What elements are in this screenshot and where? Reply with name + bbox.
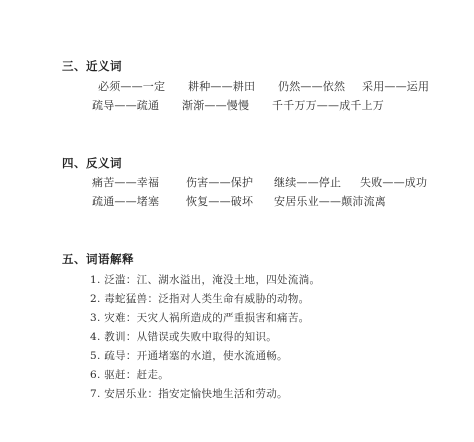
synonym-pair: 采用——运用 bbox=[362, 80, 430, 93]
antonym-pair: 伤害——保护 bbox=[186, 176, 254, 189]
antonym-pair: 失败——成功 bbox=[360, 176, 428, 189]
definition-item: 1. 泛滥：江、湖水溢出，淹没土地，四处流淌。 bbox=[90, 274, 321, 286]
antonym-pair: 恢复——破坏 bbox=[186, 195, 254, 208]
definition-item: 3. 灾难：天灾人祸所造成的严重损害和痛苦。 bbox=[90, 312, 310, 324]
definition-item: 2. 毒蛇猛兽：泛指对人类生命有威胁的动物。 bbox=[90, 293, 310, 305]
synonym-pair: 耕种——耕田 bbox=[188, 80, 256, 93]
antonym-pair: 继续——停止 bbox=[274, 176, 342, 189]
section-heading-synonyms: 三、近义词 bbox=[62, 59, 122, 73]
section-heading-word-explanations: 五、词语解释 bbox=[62, 252, 134, 266]
antonym-pair: 疏通——堵塞 bbox=[92, 195, 160, 208]
definition-item: 5. 疏导：开通堵塞的水道，使水流通畅。 bbox=[90, 350, 288, 362]
antonym-pair: 安居乐业——颠沛流离 bbox=[274, 195, 386, 208]
synonym-pair: 千千万万——成千上万 bbox=[272, 99, 384, 112]
definition-item: 6. 驱赶：赶走。 bbox=[90, 369, 170, 381]
synonym-pair: 必须——一定 bbox=[98, 80, 166, 93]
synonym-pair: 仍然——依然 bbox=[278, 80, 346, 93]
definition-item: 7. 安居乐业：指安定愉快地生活和劳动。 bbox=[90, 388, 288, 400]
definition-item: 4. 教训：从错误或失败中取得的知识。 bbox=[90, 331, 278, 343]
section-heading-antonyms: 四、反义词 bbox=[62, 156, 122, 170]
synonym-pair: 渐渐——慢慢 bbox=[182, 99, 250, 112]
synonym-pair: 疏导——疏通 bbox=[92, 99, 160, 112]
antonym-pair: 痛苦——幸福 bbox=[92, 176, 160, 189]
